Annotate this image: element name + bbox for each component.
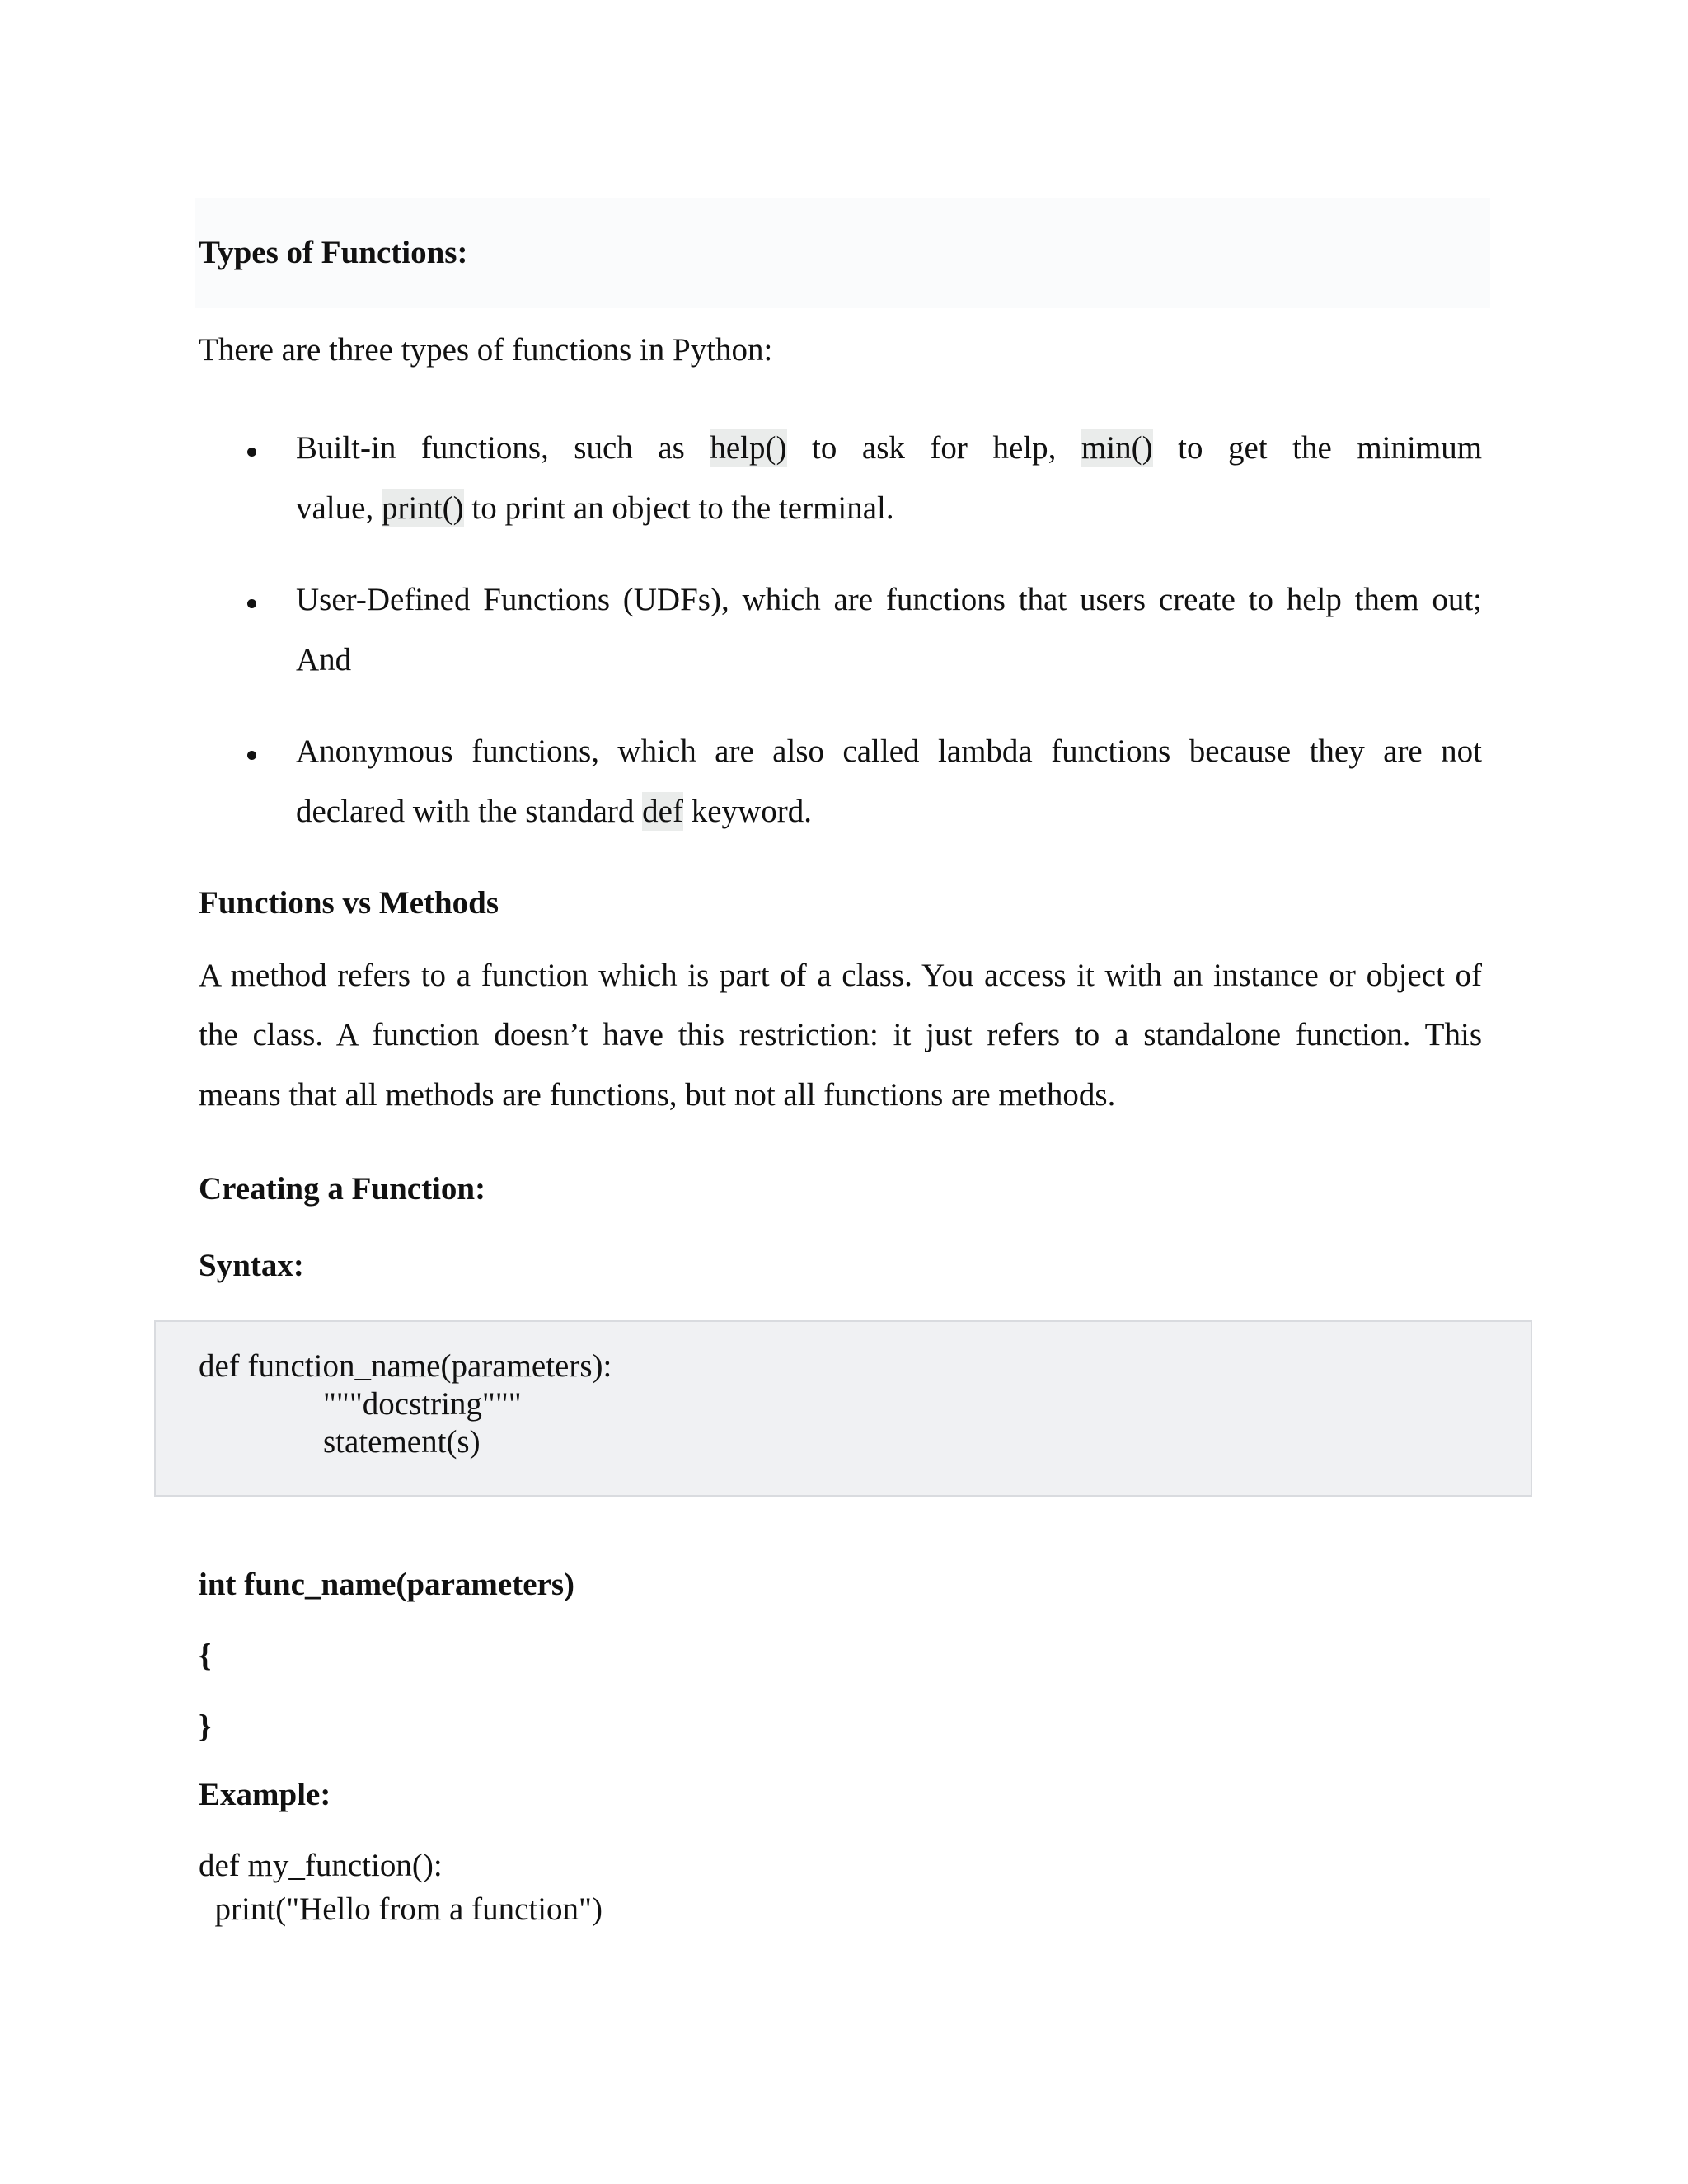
- bullet-dot: [247, 599, 256, 608]
- bullet-text: to get the minimum: [1178, 430, 1483, 466]
- bullet-text: declared with the standard: [296, 794, 635, 829]
- types-heading: Types of Functions:: [199, 235, 468, 270]
- example-code-line1: def my_function():: [199, 1848, 443, 1883]
- bullet-builtin-line2: [296, 492, 894, 524]
- fvm-line2: [199, 1005, 1482, 1065]
- syntax-code-line3: statement(s): [323, 1424, 481, 1460]
- bullet-text: to print an object to the terminal.: [471, 490, 894, 526]
- bullet-dot: [247, 448, 256, 457]
- code-print: print(): [381, 490, 464, 526]
- bullet-text: Anonymous functions, which are also called lambda functions because they are not: [296, 733, 1482, 769]
- bullet-text: User-Defined Functions (UDFs), which are functions that users create to help them out;: [296, 582, 1482, 617]
- fvm-line1: [199, 946, 1482, 1005]
- code-min: min(): [1081, 430, 1153, 466]
- fvm-line3: means that all methods are functions, but not all functions are methods.: [199, 1077, 1116, 1113]
- code-help: help(): [710, 430, 787, 466]
- example-code-line2: print("Hello from a function"): [199, 1891, 603, 1927]
- brace-close: }: [199, 1708, 212, 1744]
- example-heading: Example:: [199, 1777, 331, 1812]
- bullet-anonymous-line1: [296, 722, 1482, 781]
- bullet-udf-line1: [296, 570, 1482, 630]
- brace-open: {: [199, 1638, 212, 1673]
- c-signature: int func_name(parameters): [199, 1567, 574, 1602]
- bullet-udf-line2: And: [296, 642, 352, 677]
- bullet-anonymous-line2: [296, 795, 812, 827]
- syntax-heading: Syntax:: [199, 1248, 304, 1283]
- fvm-heading: Functions vs Methods: [199, 885, 499, 921]
- code-def: def: [642, 794, 683, 829]
- syntax-code-line1: def function_name(parameters):: [199, 1348, 612, 1384]
- bullet-builtin-line1: [296, 419, 1482, 478]
- paragraph-text: the class. A function doesn’t have this restriction: it just refers to a standalone function. This: [199, 1017, 1482, 1052]
- bullet-dot: [247, 751, 256, 760]
- creating-heading: Creating a Function:: [199, 1171, 486, 1207]
- bullet-text: value,: [296, 490, 374, 526]
- bullet-text: Built-in functions, such as: [296, 430, 685, 466]
- paragraph-text: A method refers to a function which is part of a class. You access it with an instance or object of: [199, 958, 1482, 993]
- bullet-text: to ask for help,: [812, 430, 1057, 466]
- syntax-code-line2: """docstring""": [323, 1386, 522, 1422]
- intro-paragraph: There are three types of functions in Python:: [199, 332, 773, 368]
- bullet-text: keyword.: [691, 794, 812, 829]
